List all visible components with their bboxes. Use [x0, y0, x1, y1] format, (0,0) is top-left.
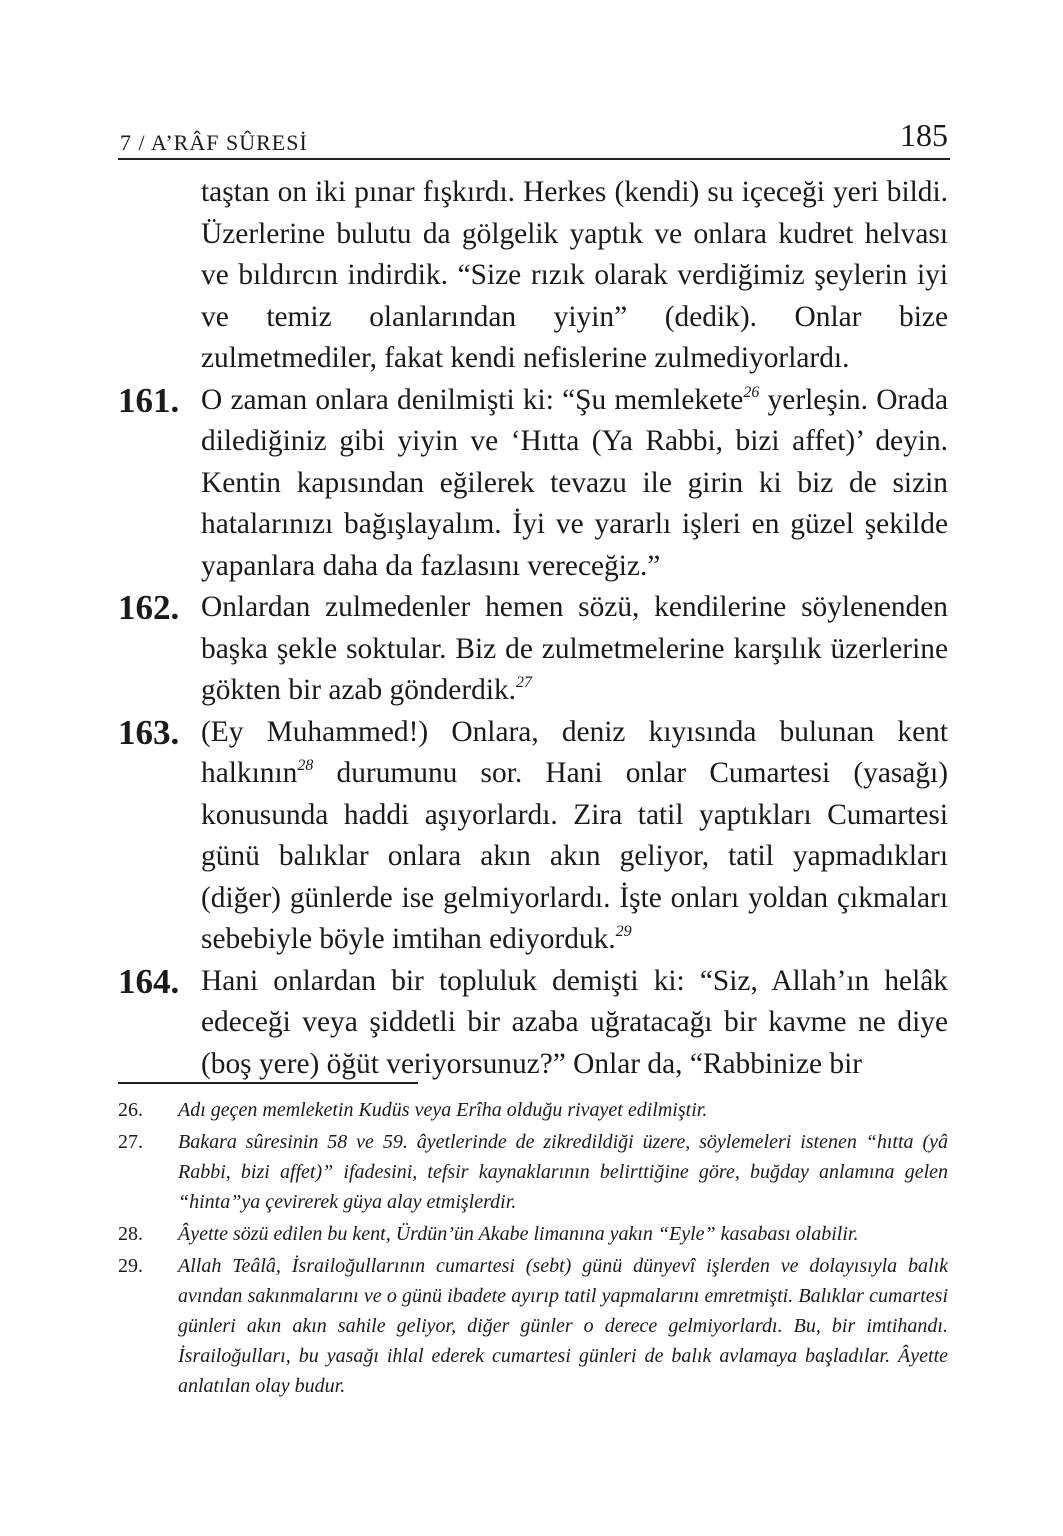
- verse-number: 161.: [118, 380, 180, 420]
- verse-number: 163.: [118, 712, 180, 752]
- footnote-27: [118, 1127, 948, 1217]
- verse-text: (Ey Muhammed!) Onlara, deniz kıyısında bulunan kent halkının: [201, 715, 948, 789]
- verse-164: [118, 961, 948, 1086]
- footnote-number: 26.: [118, 1099, 143, 1121]
- verse-number: 164.: [118, 961, 180, 1001]
- verse-number: 162.: [118, 588, 180, 627]
- running-title: 7 / A’RÂF SÛRESİ: [120, 130, 308, 155]
- footnotes: [118, 1095, 948, 1403]
- footnote-text: Bakara sûresinin 58 ve 59. âyetlerinde de zikredildiği üzere, söylemeleri istenen “hıtta (yâ Rabbi, bizi affet)” ifadesini, tefsir kaynaklarının belirttiğine göre, buğday anlamına gelen “hinta”ya çevirerek güya alay etmişlerdir.: [178, 1131, 948, 1213]
- verse-text: Onlardan zulmedenler hemen sözü, kendilerine söylenenden başka şekle soktular. Biz de zulmetmelerine karşılık üzerlerine gökten bir azab gönderdik.: [201, 591, 948, 706]
- verse-163: [118, 712, 948, 961]
- verse-text: taştan on iki pınar fışkırdı. Herkes (kendi) su içeceği yeri bildi. Üzerlerine bulutu da gölgelik yaptık ve onlara kudret helvası ve bıldırcın indirdik. “Size rızık olarak verdiğimiz şeylerin iyi ve temiz olanlarından yiyin” (dedik). Onlar bize zulmetmediler, fakat kendi nefislerine zulmediyorlardı.: [201, 176, 948, 374]
- verse-text: yerleşin. Orada dilediğiniz gibi yiyin ve ‘Hıtta (Ya Rabbi, bizi affet)’ deyin. Kentin kapısından eğilerek tevazu ile girin ki biz de sizin hatalarınızı bağışlayalım. İyi ve yararlı işleri en güzel şekilde yapanlara daha da fazlasını vereceğiz.”: [201, 383, 948, 582]
- footnote-number: 28.: [118, 1223, 143, 1245]
- footnote-ref[interactable]: 27: [516, 674, 533, 691]
- running-header: [118, 112, 950, 160]
- footnote-separator: [118, 1082, 418, 1084]
- footnote-number: 29.: [118, 1255, 143, 1277]
- verse-text: durumunu sor. Hani onlar Cumartesi (yasağı) konusunda haddi aşıyorlardı. Zira tatil yaptıkları Cumartesi günü balıklar onlara akın akın geliyor, tatil yapmadıkları (diğer) günlerde ise gelmiyorlardı. İşte onları yoldan çıkmaları sebebiyle böyle imtihan ediyorduk.: [201, 757, 948, 955]
- footnote-29: [118, 1251, 948, 1401]
- footnote-text: Adı geçen memleketin Kudüs veya Erîha olduğu rivayet edilmiştir.: [178, 1099, 708, 1121]
- footnote-ref[interactable]: 29: [615, 923, 632, 940]
- footnote-text: Allah Teâlâ, İsrailoğullarının cumartesi (sebt) günü dünyevî işlerden ve dolayısıyla balık avından sakınmalarını ve o günü ibadete ayırıp tatil yapmalarını emretmişti. Balıklar cumartesi günleri akın akın sahile geliyor, diğer günler o derece gelmiyorlardı. Bu, bir imtihandı. İsrailoğulları, bu yasağı ihlal ederek cumartesi günleri de balık avlamaya başladılar. Âyette anlatılan olay budur.: [178, 1255, 948, 1397]
- page-number: 185: [900, 117, 948, 153]
- main-text: [118, 172, 948, 1085]
- footnote-28: [118, 1219, 948, 1249]
- footnote-26: [118, 1095, 948, 1125]
- footnote-text: Âyette sözü edilen bu kent, Ürdün’ün Akabe limanına yakın “Eyle” kasabası olabilir.: [178, 1223, 859, 1245]
- verse-161: [118, 380, 948, 588]
- verse-162: [118, 587, 948, 712]
- verse-continuation: [118, 172, 948, 380]
- verse-text: Hani onlardan bir topluluk demişti ki: “Siz, Allah’ın helâk edeceği veya şiddetli bir azaba uğratacağı bir kavme ne diye (boş yere) öğüt veriyorsunuz?” Onlar da, “Rabbinize bir: [201, 964, 948, 1080]
- footnote-ref[interactable]: 26: [743, 383, 760, 401]
- footnote-ref[interactable]: 28: [297, 757, 314, 774]
- verse-text: O zaman onlara denilmişti ki: “Şu memlekete: [201, 383, 744, 416]
- footnote-number: 27.: [118, 1131, 143, 1153]
